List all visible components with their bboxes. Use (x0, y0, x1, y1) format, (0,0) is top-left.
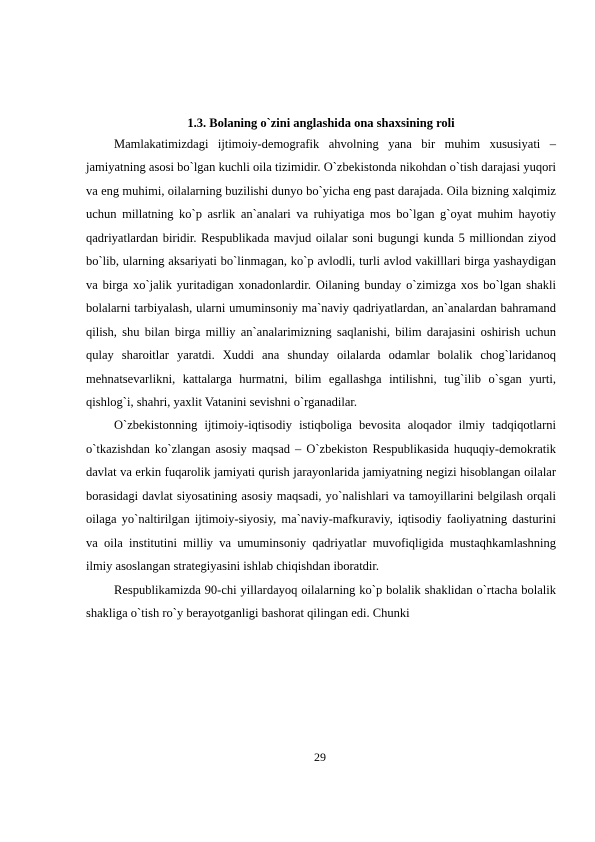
paragraph-family-size-shift: Respublikamizda 90-chi yillardayoq oilalarning ko`p bolalik shaklidan o`rtacha bolalik shakliga o`tish ro`y berayotganligi bashorat qilingan edi. Chunki (86, 582, 556, 621)
paragraph-research-goal: O`zbekistonning ijtimoiy-iqtisodiy istiqboliga bevosita aloqador ilmiy tadqiqotlarni o`tkazishdan ko`zlangan asosiy maqsad – O`zbekiston Respublikasida huquqiy-demokratik davlat va erkin fuqarolik jamiyati qurish jarayonlarida jamiyatning negizi hisoblangan oilalar borasidagi davlat siyosatining asosiy maqsadi, yo`nalishlari va tamoyillarini belgilash orqali oilaga yo`naltirilgan ijtimoiy-siyosiy, ma`naviy-mafkuraviy, iqtisodiy faoliyatning dasturini va oila institutini milliy va umuminsoniy qadriyatlar muvofiqligida mustaqhkamlashning ilmiy asoslangan strategiyasini ishlab chiqishdan iboratdir. (86, 418, 556, 574)
body-text (86, 133, 556, 626)
paragraph-family-system: Mamlakatimizdagi ijtimoiy-demografik ahvolning yana bir muhim xususiyati – jamiyatning asosi bo`lgan kuchli oila tizimidir. O`zbekistonda nikohdan o`tish darajasi yuqori va eng muhimi, oilalarning buzilishi dunyo bo`yicha eng past darajada. Oila bizning xalqimiz uchun millatning ko`p asrlik an`analari va ruhiyatiga mos bo`lgan g`oyat muhim hayotiy qadriyatlardan biridir. Respublikada mavjud oilalar soni bugungi kunda 5 milliondan ziyod bo`lib, ularning aksariyati bo`linmagan, ko`p avlodli, turli avlod vakilllari birga yashaydigan va birga xo`jalik yuritadigan xonadonlardir. Oilaning bunday o`zimizga xos bo`lgan shakli bolalarni tarbiyalash, ularni umuminsoniy ma`naviy qadriyatlardan, an`analardan bahramand qilish, shu bilan birga milliy an`analarimizning saqlanishi, bilim darajasini oshirish uchun qulay sharoitlar yaratdi. Xuddi ana shunday oilalarda odamlar bolalik chog`laridanoq mehnatsevarlikni, kattalarga hurmatni, bilim egallashga intilishni, tug`ilib o`sgan yurti, qishlog`i, shahri, yaxlit Vatanini sevishni o`rganadilar. (86, 137, 556, 409)
section-heading: 1.3. Bolaning o`zini anglashida ona shaxsining roli (187, 116, 455, 130)
page-number: 29 (314, 750, 326, 764)
